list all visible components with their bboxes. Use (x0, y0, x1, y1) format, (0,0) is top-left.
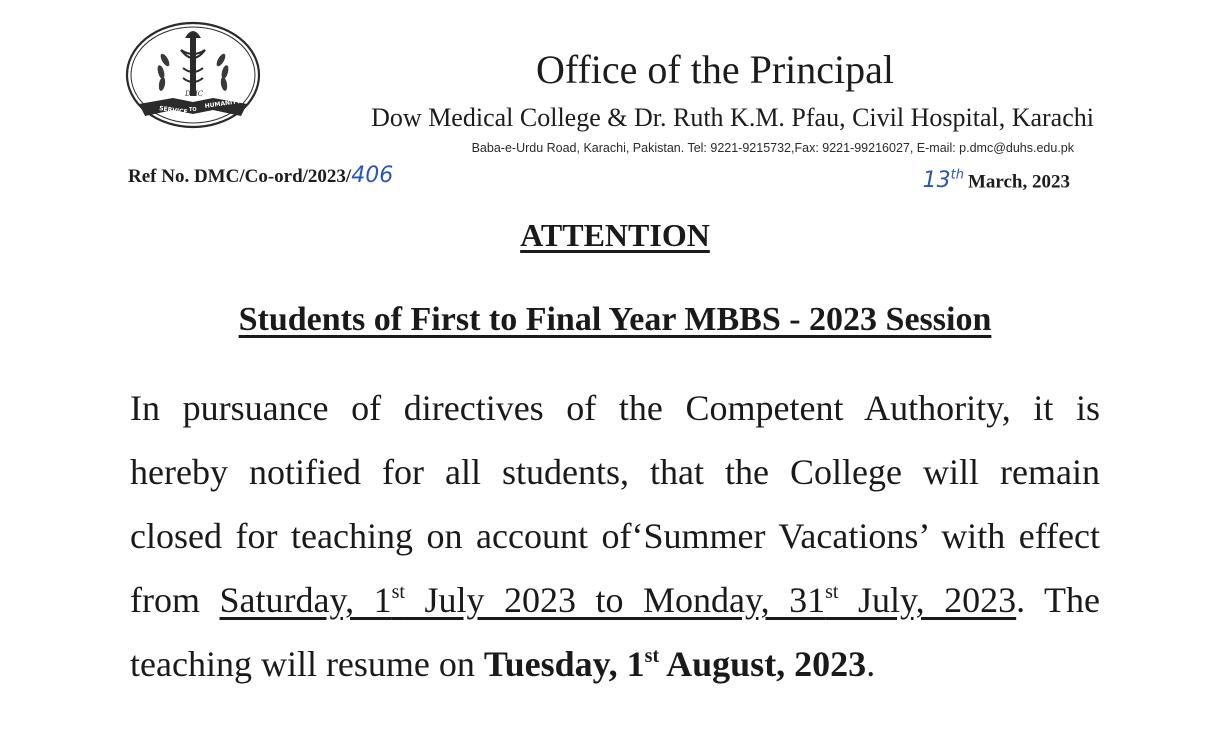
attention-heading: ATTENTION (520, 217, 710, 253)
address-line: Baba-e-Urdu Road, Karachi, Pakistan. Tel: 9221-9215732,Fax: 9221-99216027, E-mail: p.dmc@duhs.edu.pk (471, 141, 1074, 155)
college-name: Dow Medical College & Dr. Ruth K.M. Pfau, Civil Hospital, Karachi (371, 103, 1094, 132)
body-line-4 (130, 568, 1100, 632)
logo-banner-left: SERVICE (158, 105, 188, 116)
body-line-2: hereby notified for all students, that the College will remain (130, 452, 1100, 492)
body-from: from (130, 580, 200, 620)
logo-emblem-text: DMC (185, 90, 204, 98)
ref-prefix: Ref No. DMC/Co-ord/2023/ (128, 166, 352, 187)
vacation-period: Saturday, 1st July 2023 to Monday, 31st July, 2023 (219, 580, 1017, 620)
logo-banner-right: HUMANITY (204, 98, 242, 110)
resume-lead: teaching will resume on (130, 644, 484, 684)
session-heading: Students of First to Final Year MBBS - 2023 Session (238, 301, 992, 338)
resume-tail: . (866, 644, 876, 684)
reference-number (128, 163, 393, 190)
resume-date: Tuesday, 1st August, 2023 (483, 644, 867, 684)
body-line-5 (130, 632, 1100, 696)
college-logo (125, 20, 261, 130)
logo-banner-mid: TO (189, 107, 197, 113)
date-month-year: March, 2023 (967, 171, 1070, 193)
ref-handwritten-number: 406 (351, 163, 394, 188)
notice-body (130, 376, 1100, 696)
body-line-4-tail: . The (1016, 580, 1100, 620)
office-title: Office of the Principal (535, 47, 895, 92)
date-handwritten-day: 13th (922, 168, 964, 194)
notice-date (923, 163, 1070, 195)
college-emblem-icon (125, 20, 261, 130)
body-line-3: closed for teaching on account of‘Summer Vacations’ with effect (130, 516, 1100, 556)
body-line-1: In pursuance of directives of the Competent Authority, it is (130, 388, 1100, 428)
